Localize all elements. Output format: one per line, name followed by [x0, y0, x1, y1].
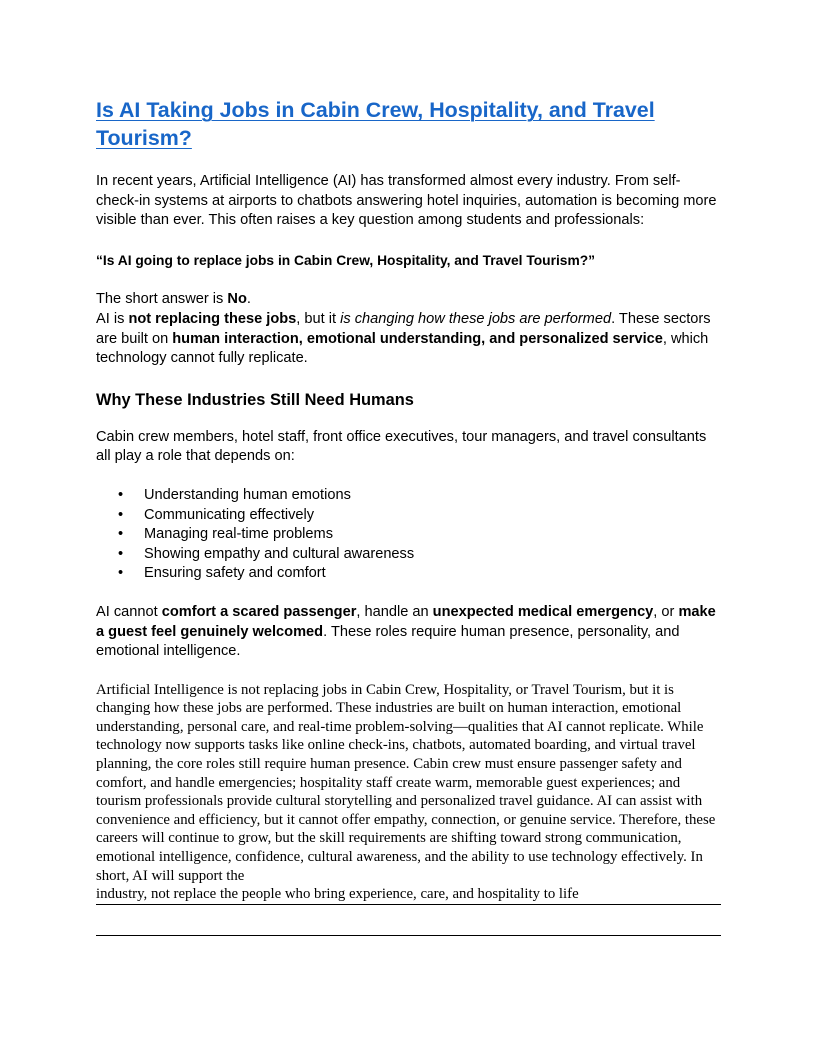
short-answer-line [96, 290, 721, 310]
document-title[interactable]: Is AI Taking Jobs in Cabin Crew, Hospitality, and Travel Tourism? [96, 98, 655, 150]
ai-explanation-paragraph [96, 310, 721, 369]
list-item-text: Communicating effectively [144, 506, 315, 523]
text-run: AI is [96, 310, 129, 327]
intro-paragraph: In recent years, Artificial Intelligence (AI) has transformed almost every industry. From self-check-in systems at airports to chatbots answering hotel inquiries, automation is becoming more visible than ever. This often raises a key question among students and professionals: [96, 173, 717, 229]
list-item-text: Understanding human emotions [144, 486, 351, 503]
short-answer-suffix: . [246, 291, 251, 308]
italic-run: is changing how these jobs are performed [340, 310, 612, 327]
text-run: , or [653, 603, 679, 620]
bold-run: comfort a scared passenger [161, 603, 357, 620]
bold-run: unexpected medical emergency [432, 603, 654, 620]
bullet-icon: • [118, 545, 124, 562]
list-item [96, 525, 721, 545]
text-run: , which technology cannot fully replicate. [96, 330, 709, 367]
bullet-list [96, 486, 721, 584]
list-item-text: Ensuring safety and comfort [144, 565, 326, 582]
bold-run: not replacing these jobs [128, 310, 297, 327]
text-run: . These roles require human presence, personality, and emotional intelligence. [96, 623, 680, 660]
text-run: AI cannot [96, 603, 162, 620]
bullet-icon: • [118, 486, 124, 503]
bold-run: human interaction, emotional understanding, and personalized service [172, 330, 663, 347]
text-run: , handle an [356, 603, 433, 620]
summary-paragraph [96, 681, 721, 905]
list-item-text: Showing empathy and cultural awareness [144, 545, 415, 562]
list-item-text: Managing real-time problems [144, 526, 333, 543]
list-item [96, 545, 721, 565]
list-item [96, 486, 721, 506]
summary-last-line: industry, not replace the people who bring experience, care, and hospitality to life [96, 885, 721, 905]
roles-paragraph: Cabin crew members, hotel staff, front office executives, tour managers, and travel consultants all play a role that depends on: [96, 428, 707, 465]
section-heading: Why These Industries Still Need Humans [96, 390, 414, 409]
summary-text: Artificial Intelligence is not replacing jobs in Cabin Crew, Hospitality, or Travel Tourism, but it is changing how these jobs are performed. These industries are built on human interaction, emotional understanding, personal care, and real-time problem-solving—qualities that AI cannot replicate. While technology now supports tasks like online check-ins, chatbots, automated boarding, and virtual travel planning, the core roles still require human presence. Cabin crew must ensure passenger safety and comfort, and handle emergencies; hospitality staff create warm, memorable guest experiences; and tourism professionals provide cultural storytelling and personalized travel guidance. AI can assist with convenience and efficiency, but it cannot offer empathy, connection, or genuine service. Therefore, these careers will continue to grow, but the skill requirements are shifting toward strong communication, emotional intelligence, confidence, cultural awareness, and the ability to use technology effectively. In short, AI will support the [96, 681, 716, 884]
short-answer-prefix: The short answer is [96, 291, 228, 308]
text-run: . These sectors are built on [96, 310, 711, 347]
list-item [96, 506, 721, 526]
bullet-icon: • [118, 565, 124, 582]
document-body [96, 96, 721, 905]
list-item [96, 564, 721, 584]
text-run: , but it [296, 310, 341, 327]
ai-cannot-paragraph [96, 603, 721, 662]
key-question: “Is AI going to replace jobs in Cabin Crew, Hospitality, and Travel Tourism?” [96, 252, 596, 268]
short-answer-value: No [227, 291, 247, 308]
bullet-icon: • [118, 506, 124, 523]
bold-run: make a guest feel genuinely welcomed [96, 603, 716, 640]
horizontal-rule [96, 935, 721, 936]
bullet-icon: • [118, 526, 124, 543]
